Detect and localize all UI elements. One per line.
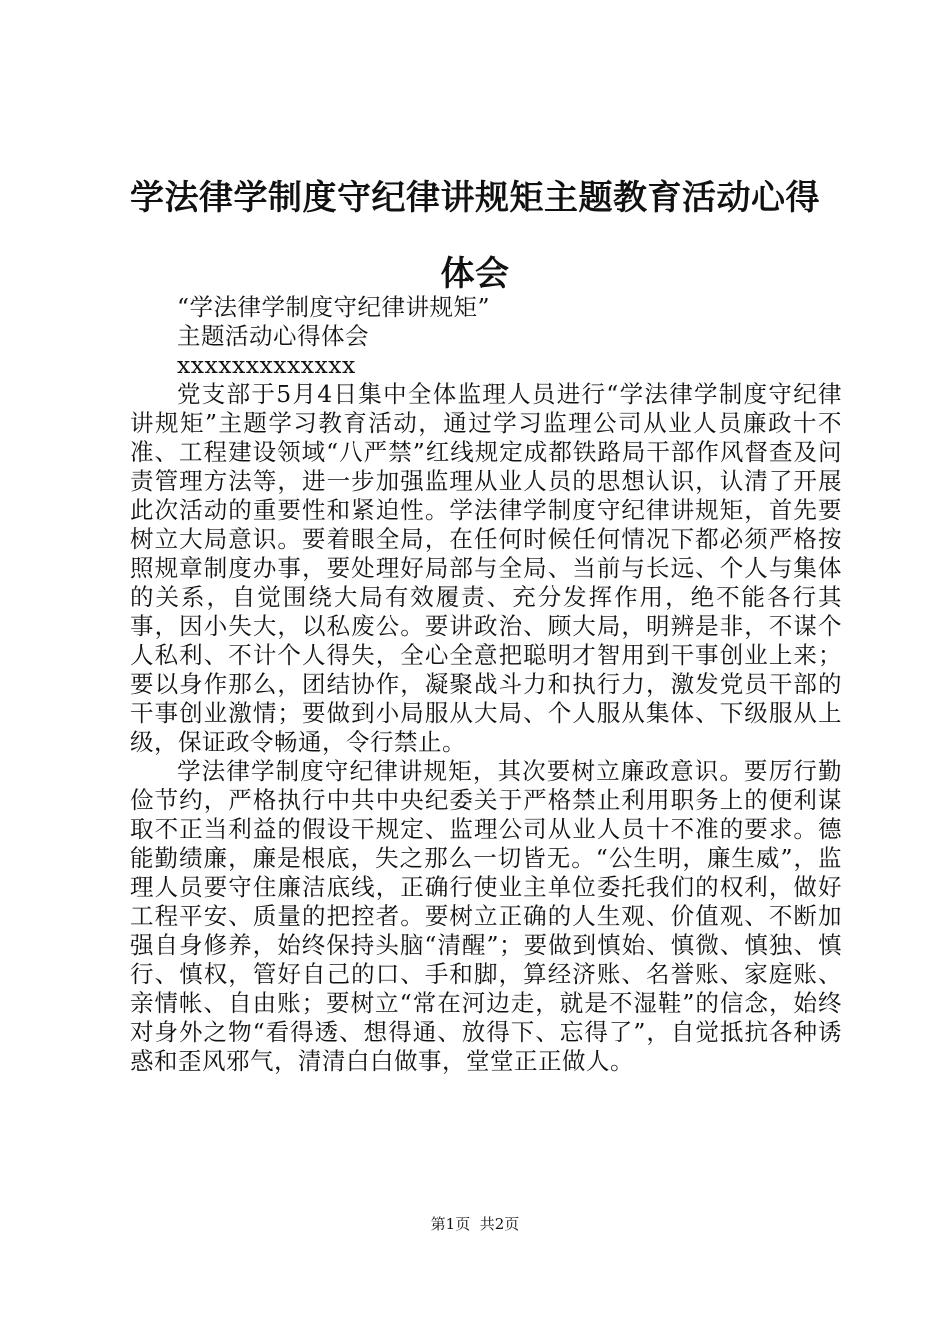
author-line: xxxxxxxxxxxxx xyxy=(177,351,356,379)
subtitle-line-2: 主题活动心得体会 xyxy=(177,322,369,350)
document-body xyxy=(130,293,842,1076)
page-total: 共2页 xyxy=(479,1215,520,1233)
document-title: 学法律学制度守纪律讲规矩主题教育活动心得体会 xyxy=(130,178,820,294)
paragraph-1: 党支部于5月4日集中全体监理人员进行“学法律学制度守纪律讲规矩”主题学习教育活动，通过学习监理公司从业人员廉政十不准、工程建设领域“八严禁”红线规定成都铁路局干部作风督查及问责管理方法等，进一步加强监理从业人员的思想认识，认清了开展此次活动的重要性和紧迫性。学法律学制度守纪律讲规矩，首先要树立大局意识。要着眼全局，在任何时候任何情况下都必须严格按照规章制度办事，要处理好局部与全局、当前与长远、个人与集体的关系，自觉围绕大局有效履责、充分发挥作用，绝不能各行其事，因小失大，以私废公。要讲政治、顾大局，明辨是非，不谋个人私利、不计个人得失，全心全意把聪明才智用到干事创业上来；要以身作那么，团结协作，凝聚战斗力和执行力，激发党员干部的干事创业激情；要做到小局服从大局、个人服从集体、下级服从上级，保证政令畅通，令行禁止。 xyxy=(130,380,842,756)
page-number: 第1页 xyxy=(430,1215,471,1233)
subtitle-line-1: “学法律学制度守纪律讲规矩” xyxy=(177,293,491,321)
paragraph-2: 学法律学制度守纪律讲规矩，其次要树立廉政意识。要厉行勤俭节约，严格执行中共中央纪委关于严格禁止利用职务上的便利谋取不正当利益的假设干规定、监理公司从业人员十不准的要求。德能勤绩廉，廉是根底，失之那么一切皆无。“公生明，廉生威”，监理人员要守住廉洁底线，正确行使业主单位委托我们的权利，做好工程平安、质量的把控者。要树立正确的人生观、价值观、不断加强自身修养，始终保持头脑“清醒”；要做到慎始、慎微、慎独、慎行、慎权，管好自己的口、手和脚，算经济账、名誉账、家庭账、亲情帐、自由账；要树立“常在河边走，就是不湿鞋”的信念，始终对身外之物“看得透、想得通、放得下、忘得了”，自觉抵抗各种诱惑和歪风邪气，清清白白做事，堂堂正正做人。 xyxy=(130,757,842,1075)
page-footer xyxy=(0,1214,950,1234)
